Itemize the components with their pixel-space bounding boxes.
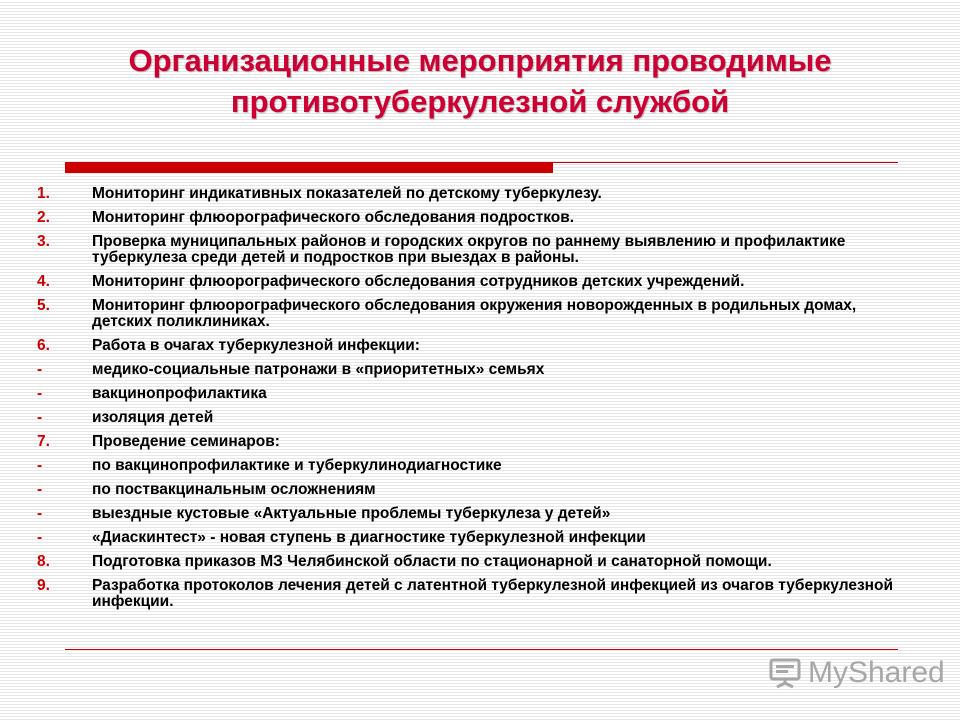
list-marker: 4. xyxy=(37,273,50,290)
list-item-text: Разработка протоколов лечения детей с латентной туберкулезной инфекцией из очагов туберкулезной инфекции. xyxy=(92,577,894,610)
slide-title-line-2: противотуберкулезной службой xyxy=(230,84,730,119)
list-marker: 9. xyxy=(37,577,50,594)
list-item-text: Мониторинг индикативных показателей по детскому туберкулезу. xyxy=(92,185,602,202)
list-item xyxy=(37,338,907,354)
list-item xyxy=(37,434,907,450)
list-item xyxy=(37,186,907,202)
list-marker: 6. xyxy=(37,337,50,354)
list-item-text: выездные кустовые «Актуальные проблемы туберкулеза у детей» xyxy=(92,505,611,522)
list-marker: 3. xyxy=(37,233,50,250)
list-marker: 8. xyxy=(37,553,50,570)
list-marker: - xyxy=(37,481,43,498)
title-accent-bar xyxy=(65,162,553,173)
list-item xyxy=(37,362,907,378)
title-accent-line xyxy=(553,162,898,163)
list-item xyxy=(37,506,907,522)
list-item-text: Работа в очагах туберкулезной инфекции: xyxy=(92,337,420,354)
list-item-text: Мониторинг флюорографического обследования подростков. xyxy=(92,209,575,226)
list-marker: - xyxy=(37,529,43,546)
presentation-board-icon xyxy=(768,656,802,690)
watermark-text: MyShared xyxy=(808,656,945,689)
list-item xyxy=(37,274,907,290)
list-item-text: Проверка муниципальных районов и городских округов по раннему выявлению и профилактике туберкулеза среди детей и подростков при выездах в районы. xyxy=(92,233,846,266)
list-item xyxy=(37,210,907,226)
list-item xyxy=(37,298,907,330)
list-item xyxy=(37,554,907,570)
list-item-text: по вакцинопрофилактике и туберкулинодиагностике xyxy=(92,457,502,474)
list-marker: 1. xyxy=(37,185,50,202)
activities-list xyxy=(37,186,907,618)
slide-title-line-1: Организационные мероприятия проводимые xyxy=(128,43,832,78)
list-item-text: по поствакцинальным осложнениям xyxy=(92,481,376,498)
list-item-text: вакцинопрофилактика xyxy=(92,385,267,402)
list-marker: - xyxy=(37,385,43,402)
list-item-text: изоляция детей xyxy=(92,409,214,426)
list-marker: - xyxy=(37,457,43,474)
watermark xyxy=(768,656,945,690)
list-item-text: «Диаскинтест» - новая ступень в диагностике туберкулезной инфекции xyxy=(92,529,646,546)
list-item-text: Мониторинг флюорографического обследования сотрудников детских учреждений. xyxy=(92,273,745,290)
list-item-text: Проведение семинаров: xyxy=(92,433,280,450)
list-item-text: медико-социальные патронажи в «приоритетных» семьях xyxy=(92,361,545,378)
list-marker: 2. xyxy=(37,209,50,226)
list-item xyxy=(37,578,907,610)
list-item xyxy=(37,482,907,498)
bottom-accent-line xyxy=(65,649,898,650)
list-item xyxy=(37,410,907,426)
list-marker: 5. xyxy=(37,297,50,314)
list-item-text: Подготовка приказов МЗ Челябинской области по стационарной и санаторной помощи. xyxy=(92,553,772,570)
list-item xyxy=(37,458,907,474)
list-marker: - xyxy=(37,361,43,378)
list-item xyxy=(37,530,907,546)
list-item-text: Мониторинг флюорографического обследования окружения новорожденных в родильных домах, детских поликлиниках. xyxy=(92,297,857,330)
slide-title xyxy=(40,40,920,122)
list-marker: 7. xyxy=(37,433,50,450)
list-marker: - xyxy=(37,505,43,522)
list-item xyxy=(37,234,907,266)
list-marker: - xyxy=(37,409,43,426)
list-item xyxy=(37,386,907,402)
